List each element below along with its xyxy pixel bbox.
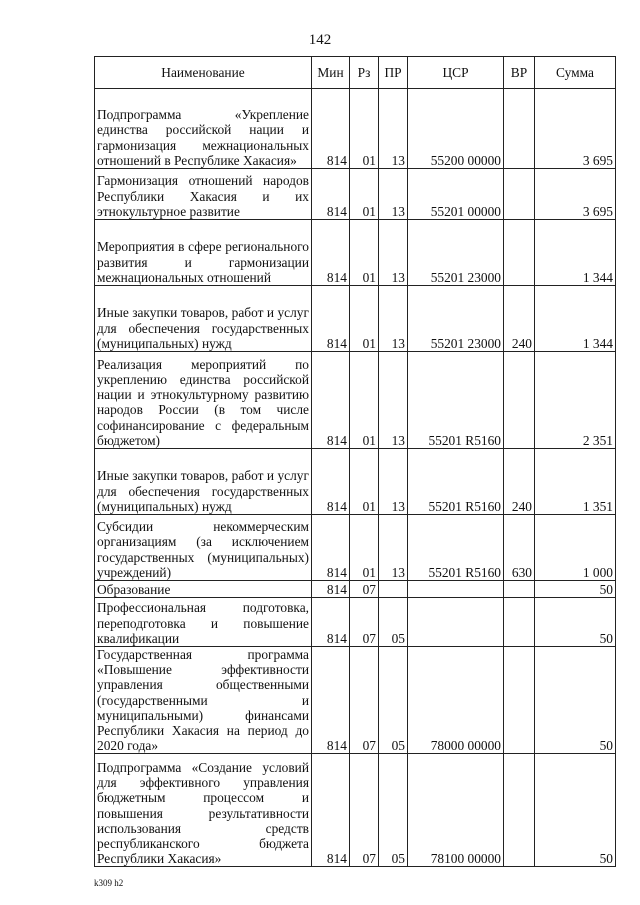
row-name: Подпрограмма «Укрепление единства российской нации и гармонизация межнациональных отношений в Республике Хакасия» <box>95 89 312 169</box>
row-min: 814 <box>312 352 350 449</box>
header-rz: Рз <box>350 57 379 89</box>
row-vr <box>504 581 535 598</box>
row-sum: 50 <box>535 581 616 598</box>
row-pr: 13 <box>379 89 408 169</box>
row-min: 814 <box>312 581 350 598</box>
row-sum: 1 351 <box>535 449 616 515</box>
table-row <box>95 220 616 286</box>
row-vr <box>504 754 535 867</box>
row-rz: 01 <box>350 352 379 449</box>
row-vr <box>504 220 535 286</box>
row-pr: 13 <box>379 220 408 286</box>
row-sum: 3 695 <box>535 169 616 220</box>
row-sum: 1 344 <box>535 286 616 352</box>
row-sum: 50 <box>535 598 616 647</box>
table-row <box>95 647 616 754</box>
row-sum: 1 000 <box>535 515 616 581</box>
header-sum: Сумма <box>535 57 616 89</box>
row-name: Субсидии некоммерческим организациям (за исключением государственных (муниципальных) учреждений) <box>95 515 312 581</box>
table-row <box>95 352 616 449</box>
row-rz: 01 <box>350 286 379 352</box>
row-sum: 1 344 <box>535 220 616 286</box>
row-name: Подпрограмма «Создание условий для эффективного управления бюджетным процессом и повышения результативности использования средств республиканского бюджета Республики Хакасия» <box>95 754 312 867</box>
row-min: 814 <box>312 647 350 754</box>
row-rz: 01 <box>350 89 379 169</box>
row-pr: 05 <box>379 598 408 647</box>
row-rz: 01 <box>350 169 379 220</box>
row-name: Гармонизация отношений народов Республики Хакасия и их этнокультурное развитие <box>95 169 312 220</box>
table-row <box>95 89 616 169</box>
row-rz: 07 <box>350 754 379 867</box>
row-vr: 240 <box>504 286 535 352</box>
header-vr: ВР <box>504 57 535 89</box>
row-pr: 13 <box>379 449 408 515</box>
table-row <box>95 581 616 598</box>
row-min: 814 <box>312 449 350 515</box>
row-csr: 78000 00000 <box>408 647 504 754</box>
table-row <box>95 515 616 581</box>
row-pr: 13 <box>379 169 408 220</box>
row-min: 814 <box>312 754 350 867</box>
row-csr <box>408 581 504 598</box>
row-vr <box>504 89 535 169</box>
row-vr <box>504 352 535 449</box>
row-min: 814 <box>312 515 350 581</box>
row-min: 814 <box>312 220 350 286</box>
header-row <box>95 57 616 89</box>
header-min: Мин <box>312 57 350 89</box>
row-name: Образование <box>95 581 312 598</box>
page-number: 142 <box>308 32 332 48</box>
row-min: 814 <box>312 286 350 352</box>
row-csr: 55201 R5160 <box>408 352 504 449</box>
row-csr: 78100 00000 <box>408 754 504 867</box>
row-sum: 50 <box>535 754 616 867</box>
row-pr: 13 <box>379 286 408 352</box>
row-csr: 55201 R5160 <box>408 449 504 515</box>
row-sum: 3 695 <box>535 89 616 169</box>
row-csr: 55201 23000 <box>408 286 504 352</box>
row-vr: 630 <box>504 515 535 581</box>
row-name: Иные закупки товаров, работ и услуг для обеспечения государственных (муниципальных) нужд <box>95 286 312 352</box>
row-pr: 05 <box>379 647 408 754</box>
row-name: Профессиональная подготовка, переподготовка и повышение квалификации <box>95 598 312 647</box>
row-name: Реализация мероприятий по укреплению единства российской нации и этнокультурному развитию народов России (в том числе софинансирование с федеральным бюджетом) <box>95 352 312 449</box>
row-min: 814 <box>312 89 350 169</box>
row-min: 814 <box>312 169 350 220</box>
row-csr: 55201 23000 <box>408 220 504 286</box>
row-pr: 13 <box>379 515 408 581</box>
row-rz: 07 <box>350 581 379 598</box>
row-rz: 01 <box>350 220 379 286</box>
row-pr <box>379 581 408 598</box>
row-sum: 50 <box>535 647 616 754</box>
row-name: Мероприятия в сфере регионального развития и гармонизации межнациональных отношений <box>95 220 312 286</box>
table-row <box>95 598 616 647</box>
row-vr <box>504 647 535 754</box>
row-csr: 55200 00000 <box>408 89 504 169</box>
row-rz: 07 <box>350 647 379 754</box>
footer-code: k309 h2 <box>94 878 124 888</box>
table-row <box>95 286 616 352</box>
header-pr: ПР <box>379 57 408 89</box>
row-pr: 13 <box>379 352 408 449</box>
table-row <box>95 169 616 220</box>
header-name: Наименование <box>95 57 312 89</box>
row-rz: 01 <box>350 449 379 515</box>
row-sum: 2 351 <box>535 352 616 449</box>
row-rz: 07 <box>350 598 379 647</box>
row-csr: 55201 00000 <box>408 169 504 220</box>
table-row <box>95 754 616 867</box>
row-csr: 55201 R5160 <box>408 515 504 581</box>
row-rz: 01 <box>350 515 379 581</box>
table-row <box>95 449 616 515</box>
row-vr: 240 <box>504 449 535 515</box>
row-min: 814 <box>312 598 350 647</box>
row-name: Государственная программа «Повышение эффективности управления общественными (государственными и муниципальными) финансами Республики Хакасия на период до 2020 года» <box>95 647 312 754</box>
budget-table <box>94 56 616 867</box>
row-name: Иные закупки товаров, работ и услуг для обеспечения государственных (муниципальных) нужд <box>95 449 312 515</box>
row-vr <box>504 169 535 220</box>
row-vr <box>504 598 535 647</box>
row-csr <box>408 598 504 647</box>
row-pr: 05 <box>379 754 408 867</box>
header-csr: ЦСР <box>408 57 504 89</box>
